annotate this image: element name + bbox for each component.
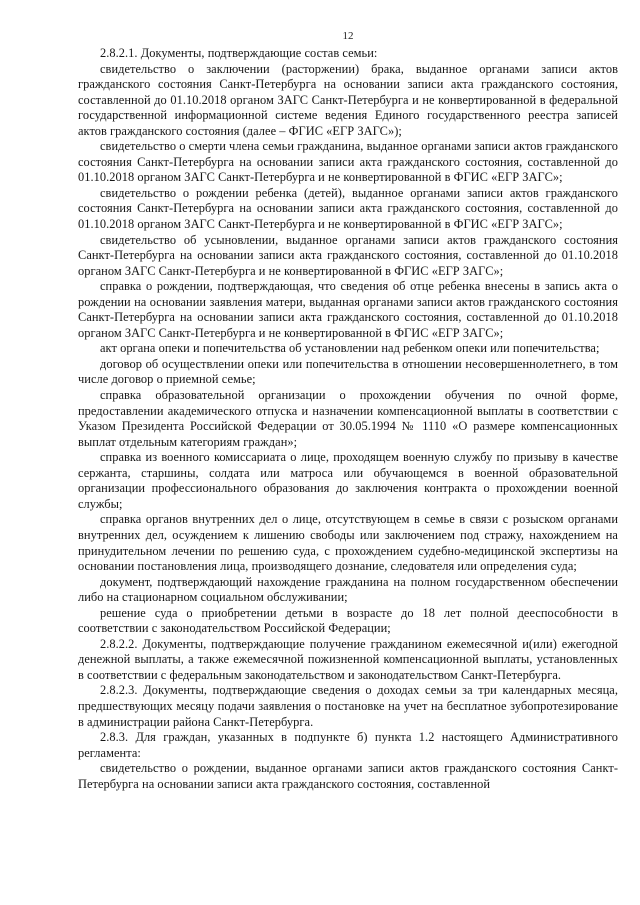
paragraph-2-8-3: 2.8.3. Для граждан, указанных в подпункте б) пункта 1.2 настоящего Административного регламента: — [78, 730, 618, 760]
page-number: 12 — [342, 30, 354, 42]
paragraph-birth-certificate-2: свидетельство о рождении, выданное органами записи актов гражданского состояния Санкт-Петербурга на основании записи акта гражданского состояния, составленной — [78, 761, 618, 791]
paragraph-guardianship-contract: договор об осуществлении опеки или попечительства в отношении несовершеннолетнего, в том числе договор о приемной семье; — [78, 356, 618, 387]
document-body — [78, 46, 618, 792]
paragraph-guardianship-act: акт органа опеки и попечительства об установлении над ребенком опеки или попечительства; — [100, 341, 600, 356]
paragraph-military-reference: справка из военного комиссариата о лице, проходящем военную службу по призыву в качестве сержанта, старшины, солдата или матроса или обучающемся в военной образовательной организации профессионального образования до заключения контракта о прохождении военной службы; — [78, 450, 618, 511]
paragraph-2-8-2-3: 2.8.2.3. Документы, подтверждающие сведения о доходах семьи за три календарных месяца, предшествующих месяцу подачи заявления о постановке на учет на бесплатное зубопротезирование в администрации района Санкт-Петербурга. — [78, 683, 618, 729]
paragraph-2-8-2-2: 2.8.2.2. Документы, подтверждающие получение гражданином ежемесячной и(или) ежегодной денежной выплаты, а также ежемесячной пожизненной компенсационной выплаты, установленных в соответствии с федеральным законодательством и законодательством Санкт-Петербурга. — [78, 636, 618, 682]
paragraph-death-certificate: свидетельство о смерти члена семьи гражданина, выданное органами записи актов гражданского состояния Санкт-Петербурга на основании записи акта гражданского состояния, составленной до 01.10.2018 органом ЗАГС Санкт-Петербурга и не конвертированной в ФГИС «ЕГР ЗАГС»; — [78, 139, 618, 185]
paragraph-marriage-certificate: свидетельство о заключении (расторжении) брака, выданное органами записи актов гражданского состояния Санкт-Петербурга на основании записи акта гражданского состояния, составленной до 01.10.2018 органом ЗАГС Санкт-Петербурга и не конвертированной в федеральной государственной информационной системе ведения Единого государственного реестра записей актов гражданского состояния (далее – ФГИС «ЕГР ЗАГС»); — [78, 61, 618, 138]
paragraph-education-reference: справка образовательной организации о прохождении обучения по очной форме, предоставлении академического отпуска и назначении компенсационной выплаты в соответствии с Указом Президента Российской Федерации от 30.05.1994 № 1110 «О размере компенсационных выплат отдельным категориям граждан»; — [78, 388, 618, 449]
paragraph-state-support-document: документ, подтверждающий нахождение гражданина на полном государственном обеспечении либо на стационарном социальном обслуживании; — [78, 574, 618, 605]
paragraph-2-8-2-1: 2.8.2.1. Документы, подтверждающие состав семьи: — [100, 46, 378, 60]
paragraph-adoption-certificate: свидетельство об усыновлении, выданное органами записи актов гражданского состояния Санкт-Петербурга на основании записи акта гражданского состояния, составленной до 01.10.2018 органом ЗАГС Санкт-Петербурга и не конвертированной в ФГИС «ЕГР ЗАГС»; — [78, 232, 618, 278]
paragraph-birth-reference: справка о рождении, подтверждающая, что сведения об отце ребенка внесены в запись акта о рождении на основании заявления матери, выданная органами записи актов гражданского состояния Санкт-Петербурга на основании записи акта гражданского состояния, составленной до 01.10.2018 органом ЗАГС Санкт-Петербурга и не конвертированной в ФГИС «ЕГР ЗАГС»; — [78, 279, 618, 340]
paragraph-court-decision: решение суда о приобретении детьми в возрасте до 18 лет полной дееспособности в соответствии с законодательством Российской Федерации; — [78, 605, 618, 636]
paragraph-birth-certificate: свидетельство о рождении ребенка (детей), выданное органами записи актов гражданского состояния Санкт-Петербурга на основании записи акта гражданского состояния, составленной до 01.10.2018 органом ЗАГС Санкт-Петербурга и не конвертированной в ФГИС «ЕГР ЗАГС»; — [78, 185, 618, 232]
paragraph-police-reference: справка органов внутренних дел о лице, отсутствующем в семье в связи с розыском органами внутренних дел, осуждением к лишению свободы или заключением под стражу, нахождением на принудительном лечении по решению суда, с прохождением судебно-медицинской экспертизы на основании постановления лица, производящего дознание, следователя или определения суда; — [78, 512, 618, 574]
